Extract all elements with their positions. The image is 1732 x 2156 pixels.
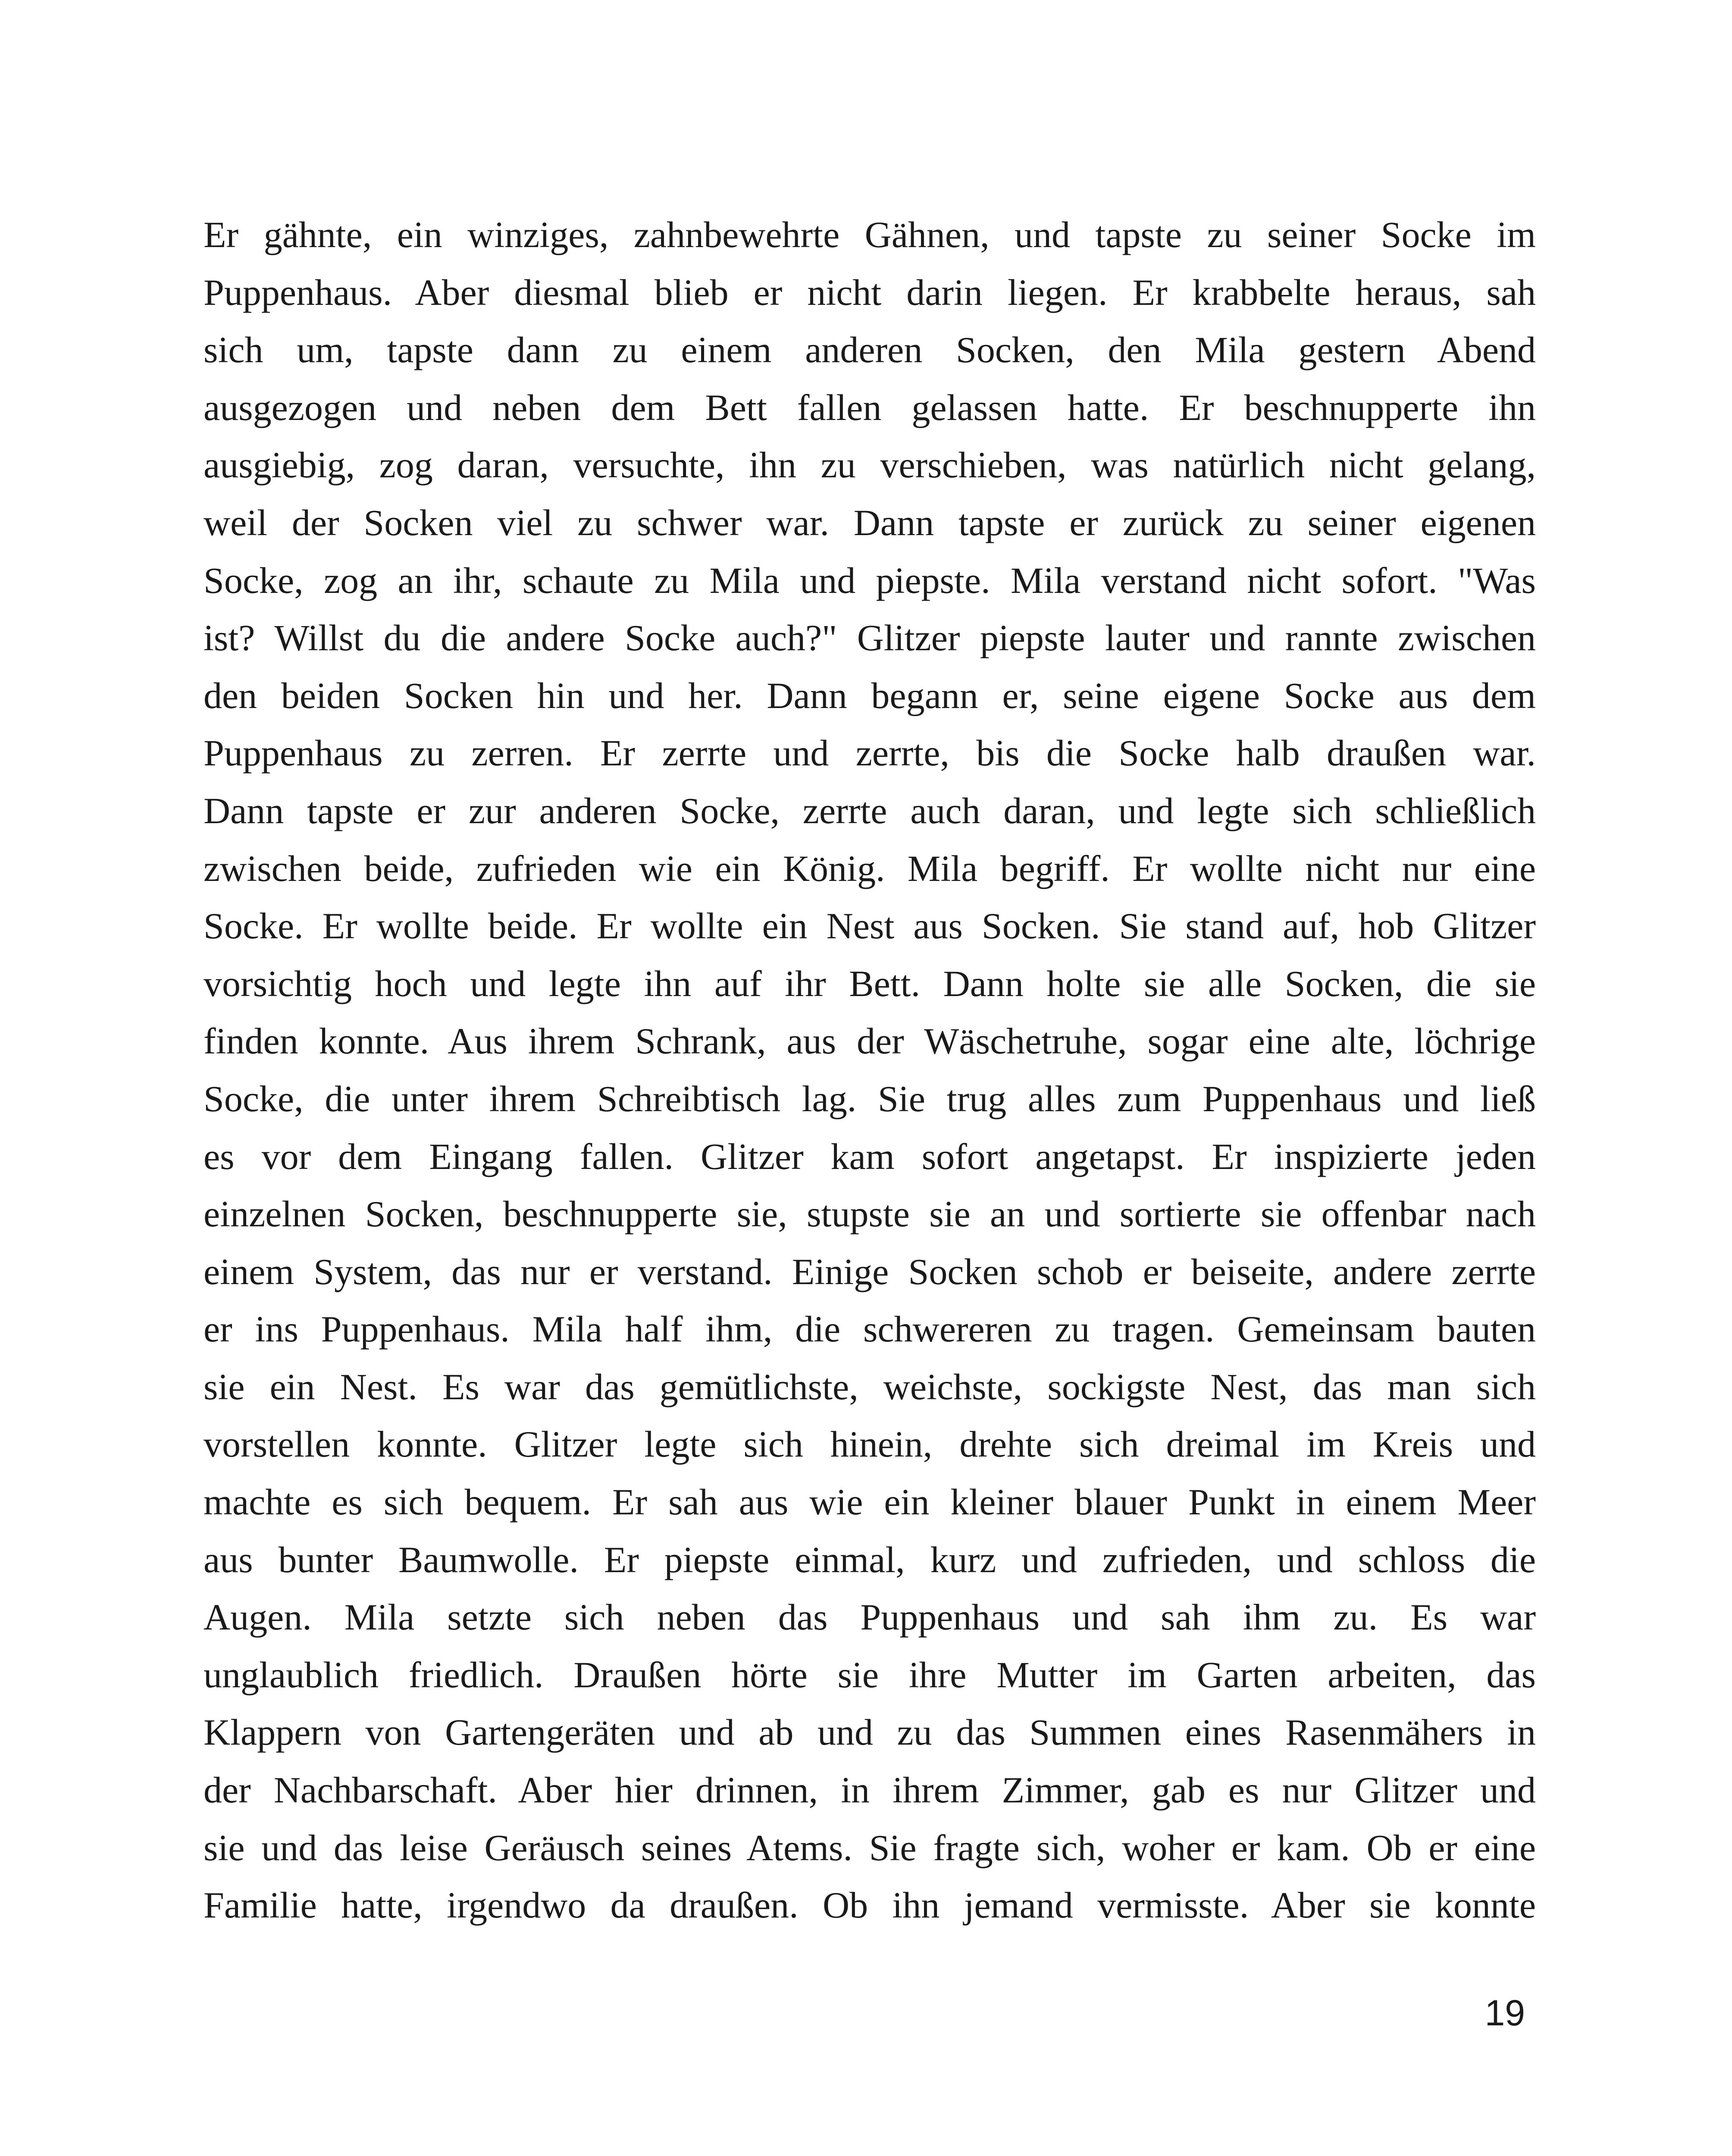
text-line: Dann tapste er zur anderen Socke, zerrte auch daran, und legte sich schließlich bbox=[204, 790, 1536, 831]
text-line: ausgiebig, zog daran, versuchte, ihn zu verschieben, was natürlich nicht gelang, bbox=[204, 444, 1536, 486]
text-line: den beiden Socken hin und her. Dann begann er, seine eigene Socke aus dem bbox=[204, 674, 1536, 716]
text-line: Klappern von Gartengeräten und ab und zu das Summen eines Rasenmähers in bbox=[204, 1711, 1536, 1753]
page-number: 19 bbox=[1485, 1993, 1525, 2033]
text-line: Puppenhaus. Aber diesmal blieb er nicht darin liegen. Er krabbelte heraus, sah bbox=[204, 271, 1536, 313]
body-text bbox=[204, 206, 1536, 1934]
text-line: sie und das leise Geräusch seines Atems. Sie fragte sich, woher er kam. Ob er eine bbox=[204, 1827, 1536, 1868]
text-line: zwischen beide, zufrieden wie ein König. Mila begriff. Er wollte nicht nur eine bbox=[204, 847, 1536, 889]
text-line: einem System, das nur er verstand. Einige Socken schob er beiseite, andere zerrte bbox=[204, 1250, 1536, 1292]
text-line: ausgezogen und neben dem Bett fallen gelassen hatte. Er beschnupperte ihn bbox=[204, 386, 1536, 428]
text-line: vorstellen konnte. Glitzer legte sich hinein, drehte sich dreimal im Kreis und bbox=[204, 1423, 1536, 1465]
text-line: sie ein Nest. Es war das gemütlichste, weichste, sockigste Nest, das man sich bbox=[204, 1366, 1536, 1407]
text-line: Socke, zog an ihr, schaute zu Mila und piepste. Mila verstand nicht sofort. "Was bbox=[204, 559, 1536, 601]
text-line: einzelnen Socken, beschnupperte sie, stupste sie an und sortierte sie offenbar nach bbox=[204, 1193, 1536, 1235]
text-line: aus bunter Baumwolle. Er piepste einmal, kurz und zufrieden, und schloss die bbox=[204, 1539, 1536, 1580]
text-line: unglaublich friedlich. Draußen hörte sie ihre Mutter im Garten arbeiten, das bbox=[204, 1654, 1536, 1695]
text-line: Familie hatte, irgendwo da draußen. Ob ihn jemand vermisste. Aber sie konnte bbox=[204, 1884, 1536, 1926]
text-line: Socke, die unter ihrem Schreibtisch lag. Sie trug alles zum Puppenhaus und ließ bbox=[204, 1078, 1536, 1119]
text-line: Puppenhaus zu zerren. Er zerrte und zerrte, bis die Socke halb draußen war. bbox=[204, 732, 1536, 774]
text-line: es vor dem Eingang fallen. Glitzer kam sofort angetapst. Er inspizierte jeden bbox=[204, 1135, 1536, 1177]
text-line: Augen. Mila setzte sich neben das Puppenhaus und sah ihm zu. Es war bbox=[204, 1596, 1536, 1638]
text-line: Socke. Er wollte beide. Er wollte ein Nest aus Socken. Sie stand auf, hob Glitzer bbox=[204, 905, 1536, 947]
text-line: er ins Puppenhaus. Mila half ihm, die schwereren zu tragen. Gemeinsam bauten bbox=[204, 1308, 1536, 1350]
text-line: ist? Willst du die andere Socke auch?" Glitzer piepste lauter und rannte zwischen bbox=[204, 617, 1536, 659]
text-line: weil der Socken viel zu schwer war. Dann tapste er zurück zu seiner eigenen bbox=[204, 501, 1536, 543]
text-line: der Nachbarschaft. Aber hier drinnen, in ihrem Zimmer, gab es nur Glitzer und bbox=[204, 1769, 1536, 1811]
text-line: finden konnte. Aus ihrem Schrank, aus der Wäschetruhe, sogar eine alte, löchrige bbox=[204, 1020, 1536, 1062]
text-line: machte es sich bequem. Er sah aus wie ein kleiner blauer Punkt in einem Meer bbox=[204, 1481, 1536, 1523]
text-line: vorsichtig hoch und legte ihn auf ihr Bett. Dann holte sie alle Socken, die sie bbox=[204, 962, 1536, 1004]
text-line: Er gähnte, ein winziges, zahnbewehrte Gähnen, und tapste zu seiner Socke im bbox=[204, 214, 1536, 255]
text-line: sich um, tapste dann zu einem anderen Socken, den Mila gestern Abend bbox=[204, 329, 1536, 371]
